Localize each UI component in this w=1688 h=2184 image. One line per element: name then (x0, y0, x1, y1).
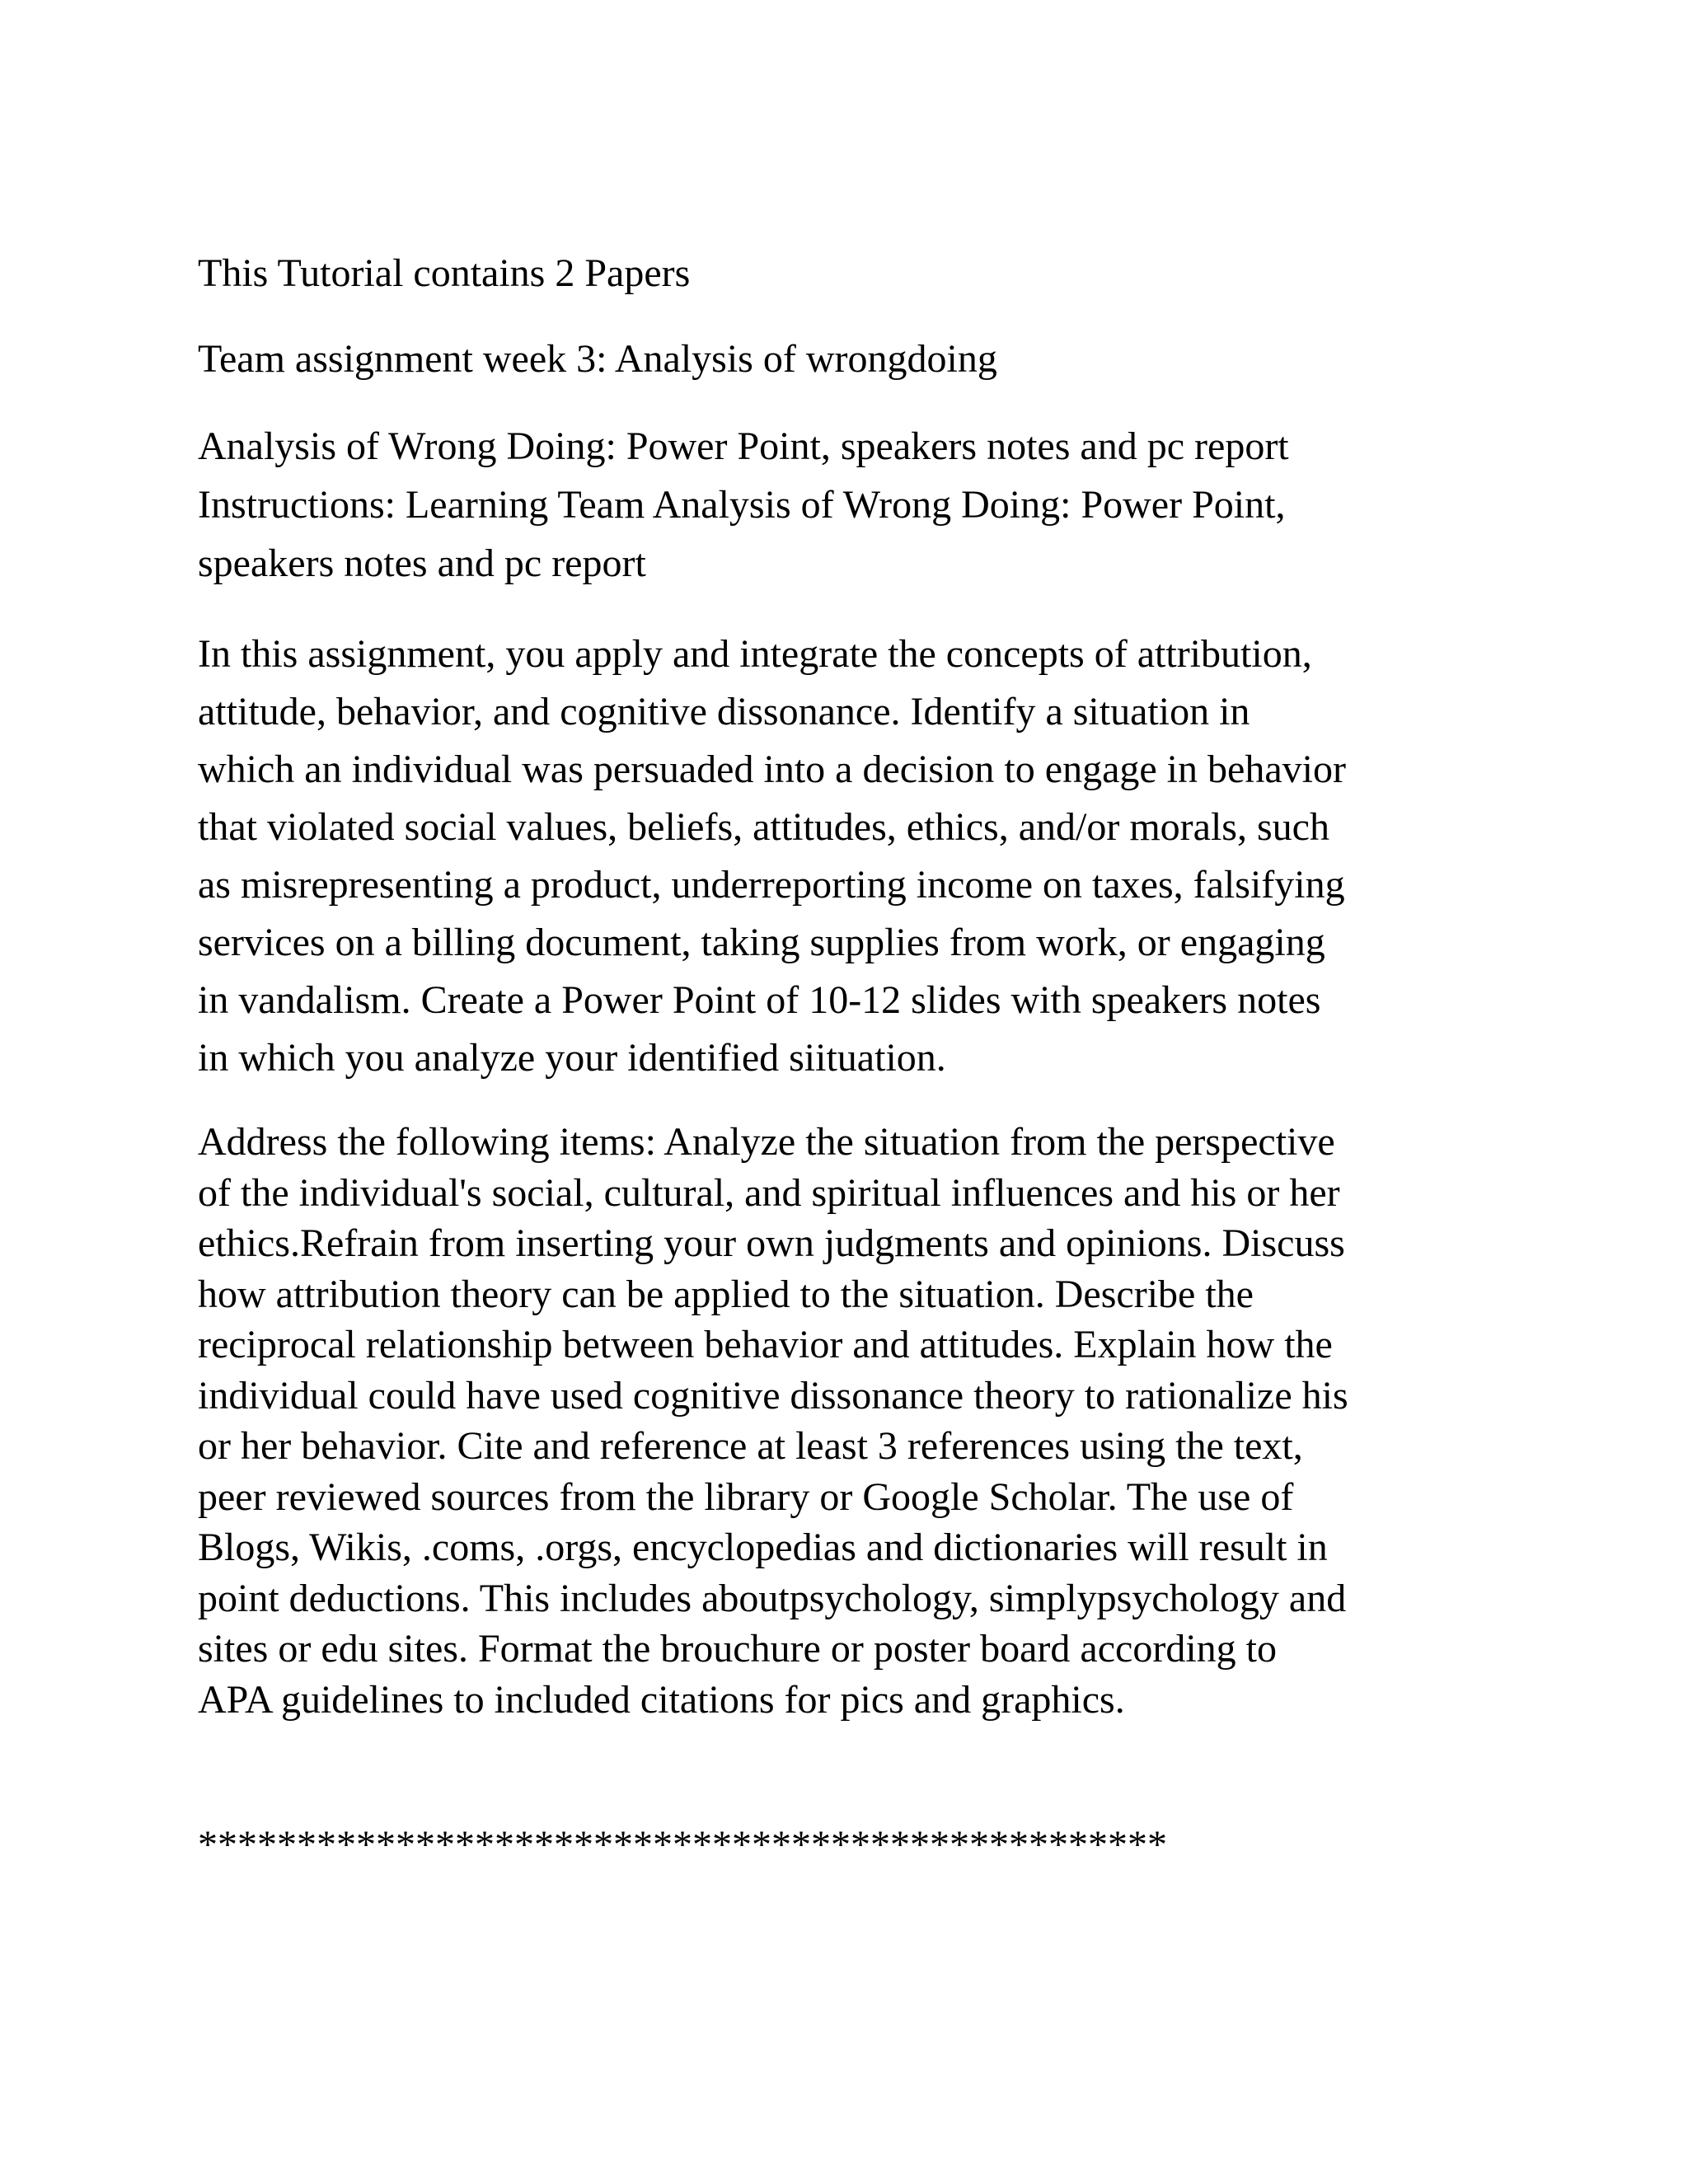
assignment-items-paragraph (198, 1117, 1500, 1725)
paragraph-line: ethics.Refrain from inserting your own judgments and opinions. Discuss (198, 1221, 1345, 1265)
paragraph-line: attitude, behavior, and cognitive dissonance. Identify a situation in (198, 690, 1250, 733)
paragraph-line: Instructions: Learning Team Analysis of Wrong Doing: Power Point, (198, 483, 1286, 527)
assignment-intro-paragraph (198, 626, 1500, 1087)
paragraph-line: reciprocal relationship between behavior and attitudes. Explain how the (198, 1323, 1333, 1366)
assignment-title-paragraph (198, 417, 1500, 593)
assignment-heading (198, 335, 1500, 384)
paragraph-line: which an individual was persuaded into a decision to engage in behavior (198, 748, 1346, 791)
paragraph-line: sites or edu sites. Format the brouchure or poster board according to (198, 1627, 1277, 1671)
paragraph-line: individual could have used cognitive dissonance theory to rationalize his (198, 1373, 1348, 1418)
paragraph-line: speakers notes and pc report (198, 541, 646, 585)
paragraph-line: in vandalism. Create a Power Point of 10-12 slides with speakers notes (198, 978, 1321, 1022)
paragraph-line: point deductions. This includes aboutpsychology, simplypsychology and (198, 1576, 1347, 1620)
paragraph-line: of the individual's social, cultural, and spiritual influences and his or her (198, 1170, 1340, 1215)
paragraph-line: services on a billing document, taking supplies from work, or engaging (198, 921, 1325, 964)
paragraph-line: that violated social values, beliefs, attitudes, ethics, and/or morals, such (198, 805, 1329, 849)
paragraph-line: in which you analyze your identified siituation. (198, 1036, 946, 1080)
asterisk-separator (198, 1821, 1500, 1870)
paragraph-line: Analysis of Wrong Doing: Power Point, speakers notes and pc report (198, 424, 1289, 468)
paragraph-line: In this assignment, you apply and integrate the concepts of attribution, (198, 632, 1312, 676)
paragraph-line: APA guidelines to included citations for pics and graphics. (198, 1677, 1125, 1722)
paragraph-line: Blogs, Wikis, .coms, .orgs, encyclopedias and dictionaries will result in (198, 1526, 1328, 1569)
paragraph-line: or her behavior. Cite and reference at least 3 references using the text, (198, 1424, 1303, 1468)
paragraph-line: as misrepresenting a product, underreporting income on taxes, falsifying (198, 863, 1345, 907)
tutorial-heading-text: This Tutorial contains 2 Papers (198, 251, 691, 295)
asterisk-separator-text: ************************************************* (198, 1823, 1167, 1867)
document-body (198, 249, 1500, 1870)
paragraph-line: how attribution theory can be applied to the situation. Describe the (198, 1272, 1254, 1316)
tutorial-heading (198, 249, 1500, 298)
paragraph-line: Address the following items: Analyze the situation from the perspective (198, 1120, 1335, 1164)
assignment-heading-text: Team assignment week 3: Analysis of wrongdoing (198, 337, 997, 381)
paragraph-line: peer reviewed sources from the library or Google Scholar. The use of (198, 1474, 1294, 1519)
